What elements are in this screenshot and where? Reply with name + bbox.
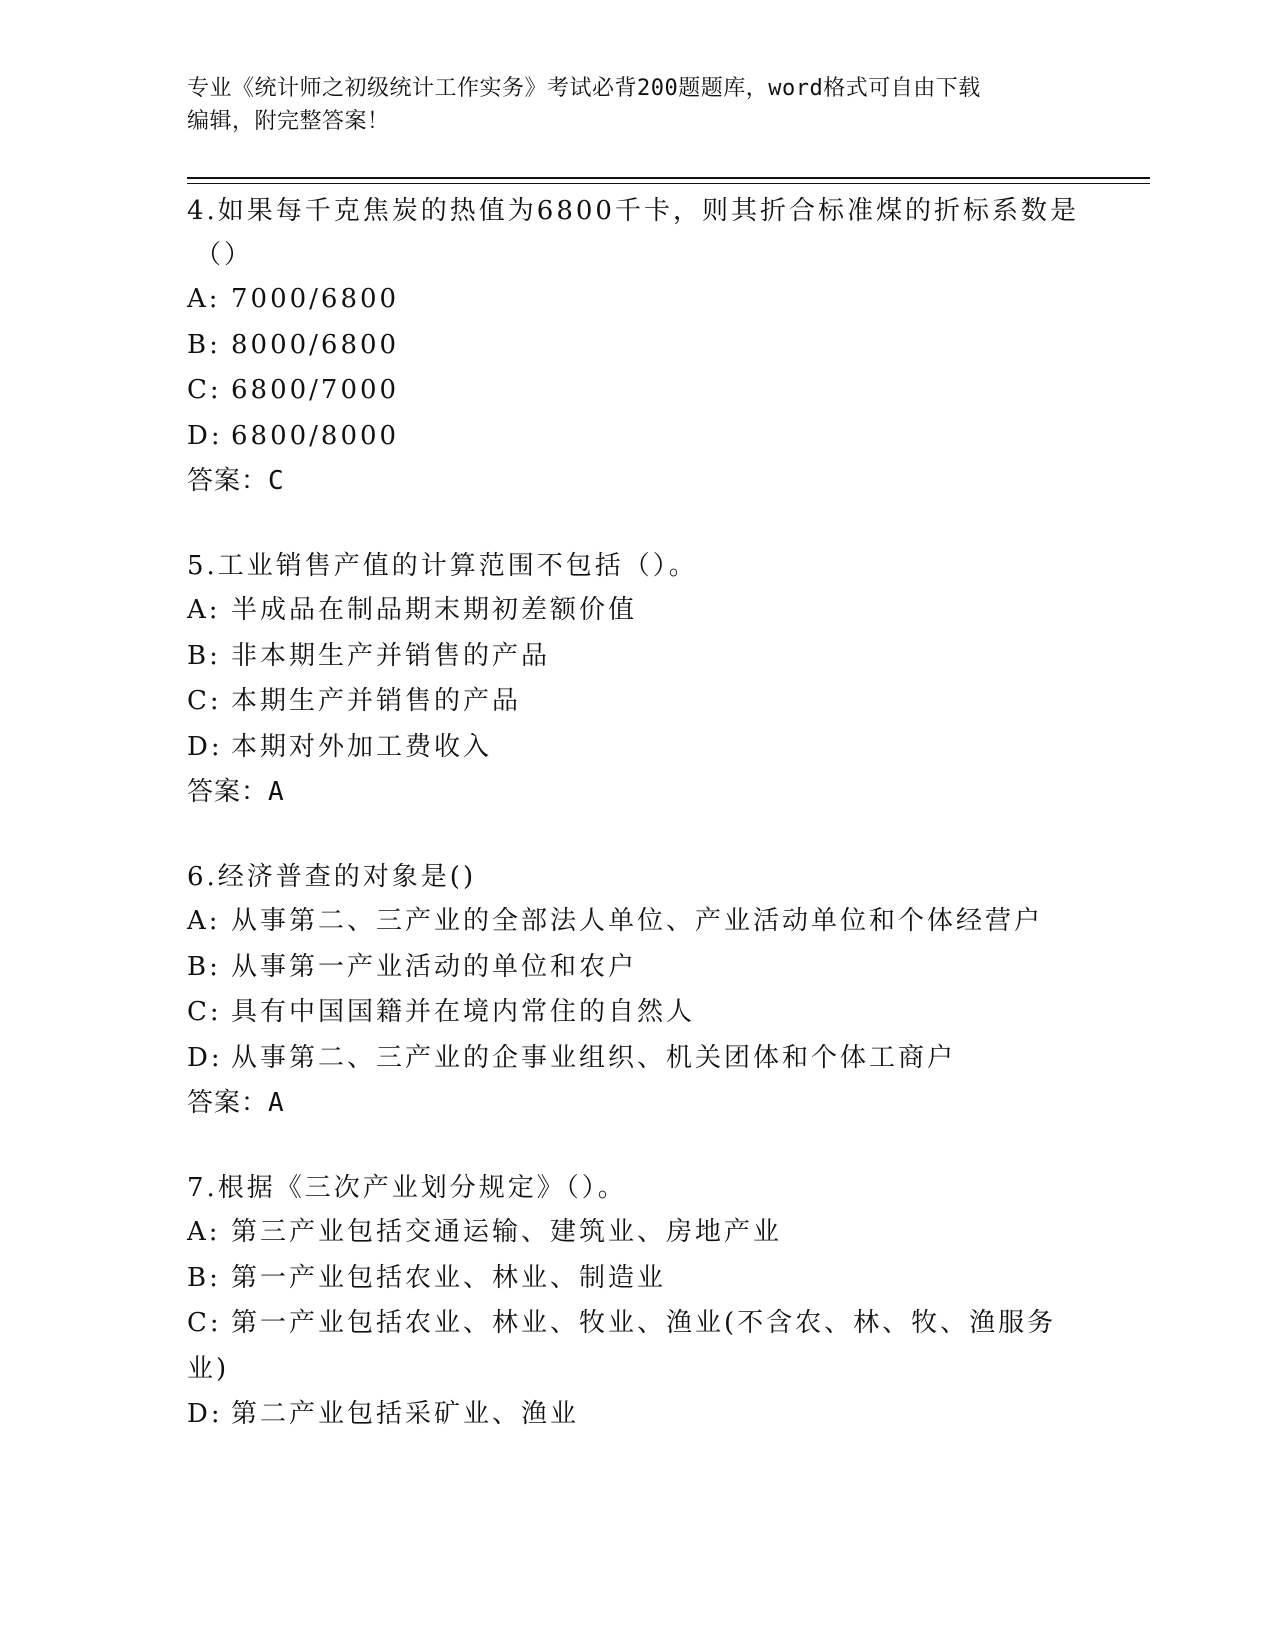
question-7 (187, 1166, 1087, 1438)
option-d (187, 414, 1087, 460)
answer-line: 答案：A (187, 1088, 285, 1118)
option-key: A: (187, 1217, 221, 1247)
option-text: 8000/6800 (231, 329, 400, 360)
option-text: 从事第一产业活动的单位和农户 (231, 951, 638, 982)
answer-line: 答案：A (187, 777, 285, 807)
option-d (187, 1036, 1087, 1082)
option-text: 第三产业包括交通运输、建筑业、房地产业 (231, 1217, 783, 1247)
option-b (187, 1256, 1087, 1302)
option-text: 非本期生产并销售的产品 (231, 640, 551, 671)
header-line-1: 专业《统计师之初级统计工作实务》考试必背200题题库，word格式可自由下载 (187, 76, 981, 101)
option-c (187, 368, 1087, 414)
header-divider-thin (187, 183, 1150, 184)
option-key: C: (187, 1308, 222, 1338)
question-stem (187, 855, 1087, 899)
option-text: 从事第二、三产业的企事业组织、机关团体和个体工商户 (231, 1042, 957, 1073)
option-text: 半成品在制品期末期初差额价值 (231, 595, 638, 625)
question-stem-text: 5.工业销售产值的计算范围不包括（）。 (187, 551, 698, 581)
question-4 (187, 189, 1087, 503)
question-stem (187, 544, 1087, 588)
option-key: C: (187, 375, 222, 405)
header-divider-thick (187, 177, 1150, 179)
answer-line: 答案：C (187, 466, 285, 496)
question-stem-text: 6.经济普查的对象是() (187, 862, 477, 892)
option-key: C: (187, 686, 222, 716)
question-stem-text: 7.根据《三次产业划分规定》（）。 (187, 1173, 627, 1203)
option-a (187, 1210, 1087, 1256)
question-stem-text: 4.如果每千克焦炭的热值为6800千卡，则其折合标准煤的折标系数是 (187, 196, 1079, 226)
option-text: 具有中国国籍并在境内常住的自然人 (231, 997, 696, 1027)
option-a (187, 588, 1087, 634)
document-header (187, 72, 1067, 138)
option-d (187, 1392, 1087, 1438)
option-text: 6800/8000 (231, 420, 400, 451)
option-text: 本期生产并销售的产品 (231, 686, 522, 716)
option-c (187, 679, 1087, 725)
option-key: A: (187, 284, 221, 314)
option-b (187, 945, 1087, 991)
option-text: 从事第二、三产业的全部法人单位、产业活动单位和个体经营户 (231, 906, 1044, 936)
option-key: C: (187, 997, 222, 1027)
option-text: 第一产业包括农业、林业、制造业 (231, 1262, 667, 1293)
question-stem (187, 189, 1087, 277)
option-text: 本期对外加工费收入 (231, 731, 493, 762)
question-list (187, 189, 1087, 1479)
header-line-2: 编辑，附完整答案！ (187, 109, 390, 134)
option-text: 第二产业包括采矿业、渔业 (231, 1399, 580, 1429)
option-c (187, 1301, 1087, 1392)
option-c (187, 990, 1087, 1036)
option-key: D: (187, 1042, 223, 1073)
question-stem (187, 1166, 1087, 1210)
option-key: D: (187, 1399, 223, 1429)
option-b (187, 634, 1087, 680)
option-key: A: (187, 595, 221, 625)
option-a (187, 899, 1087, 945)
option-b (187, 323, 1087, 369)
option-key: D: (187, 731, 223, 762)
question-6 (187, 855, 1087, 1125)
option-key: B: (187, 1262, 221, 1293)
option-text: 7000/6800 (231, 284, 400, 314)
option-key: B: (187, 329, 221, 360)
option-key: D: (187, 420, 223, 451)
option-a (187, 277, 1087, 323)
question-stem-continuation: （） (195, 240, 254, 270)
option-key: B: (187, 640, 221, 671)
question-5 (187, 544, 1087, 814)
option-d (187, 725, 1087, 771)
option-text: 6800/7000 (231, 375, 400, 405)
option-text: 第一产业包括农业、林业、牧业、渔业(不含农、林、牧、渔服务业) (187, 1308, 1057, 1384)
option-key: B: (187, 951, 221, 982)
option-key: A: (187, 906, 221, 936)
